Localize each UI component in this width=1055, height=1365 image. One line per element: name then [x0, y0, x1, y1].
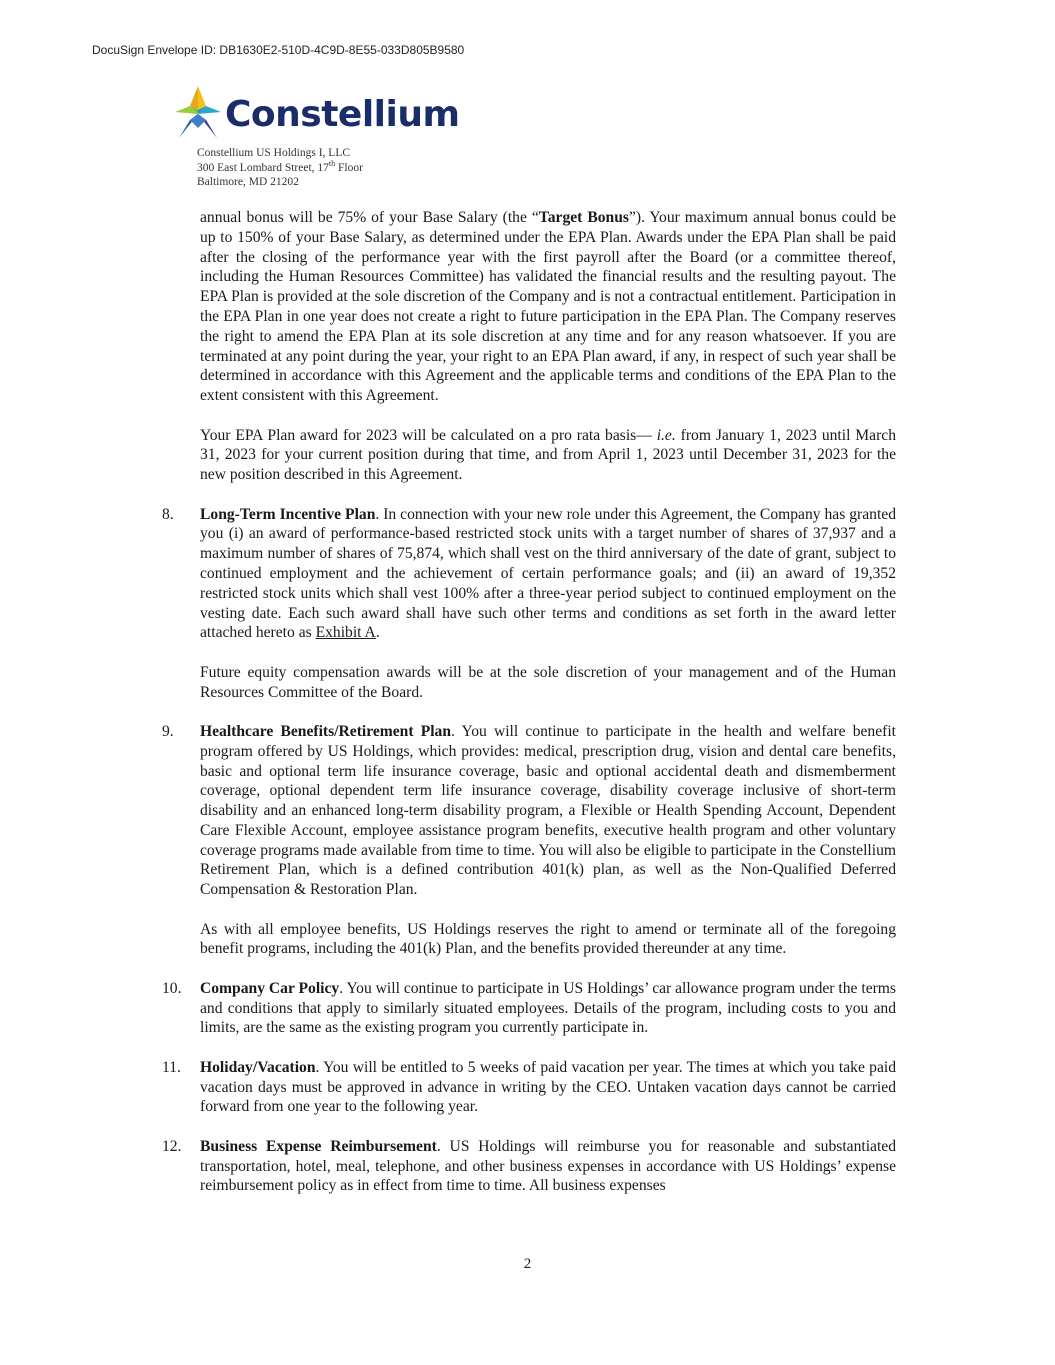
- section-company-car-policy: 10. Company Car Policy. You will continue to participate in US Holdings’ car allowance program under the terms and conditions that apply to similarly situated employees. Details of the program, including costs to you and limits, are the same as the existing program you currently participate in.: [162, 979, 897, 1037]
- exhibit-a-reference: Exhibit A: [315, 624, 376, 642]
- logo-wordmark: Constellium: [225, 93, 460, 135]
- section-holiday-vacation: 11. Holiday/Vacation. You will be entitled to 5 weeks of paid vacation per year. The times at which you take paid vacation days must be approved in advance in writing by the CEO. Untaken vacation days cannot be carried forward from one year to the following year.: [162, 1058, 896, 1116]
- page-number: 2: [523, 1256, 532, 1272]
- company-logo: [175, 86, 460, 142]
- section-long-term-incentive-plan: 8. Long-Term Incentive Plan. In connection with your new role under this Agreement, the Company has granted you (i) an award of performance-based restricted stock units with a target number of shares of 37,937 and a maximum number of shares of 75,874, which shall vest on the third anniversary of the date of grant, subject to continued employment and the achievement of certain performance goals; and (ii) an award of 19,352 restricted stock units which shall vest 100% after a three-year period subject to continued employment on the vesting date. Each such award shall have such other terms and conditions as set forth in the award letter attached hereto as Exhibit A.: [162, 505, 896, 642]
- address-line-1: Constellium US Holdings I, LLC: [197, 147, 351, 159]
- address-line-3: Baltimore, MD 21202: [197, 176, 299, 188]
- address-line-2: 300 East Lombard Street, 17th Floor: [197, 158, 363, 174]
- section-healthcare-benefits: 9. Healthcare Benefits/Retirement Plan. You will continue to participate in the health and welfare benefit program offered by US Holdings, which provides: medical, prescription drug, vision and dental care benefits, basic and optional term life insurance coverage, basic and optional accidental death and dismemberment coverage, optional dependent term life insurance coverage, disability coverage inclusive of short-term disability and an enhanced long-term disability program, a Flexible or Health Spending Account, Dependent Care Flexible Account, employee assistance program benefits, executive health program and other voluntary coverage programs made available from time to time. You will also be eligible to participate in the Constellium Retirement Plan, which is a defined contribution 401(k) plan, as well as the Non-Qualified Deferred Compensation & Restoration Plan.: [162, 722, 896, 899]
- company-address: [197, 146, 363, 190]
- docusign-envelope-id: DocuSign Envelope ID: DB1630E2-510D-4C9D-8E55-033D805B9580: [92, 43, 465, 57]
- future-equity-paragraph: Future equity compensation awards will be at the sole discretion of your management and of the Human Resources Committee of the Board.: [200, 663, 896, 701]
- benefits-amendment-paragraph: As with all employee benefits, US Holdings reserves the right to amend or terminate all of the foregoing benefit programs, including the 401(k) Plan, and the benefits provided thereunder at any time.: [200, 920, 896, 958]
- epa-award-paragraph: Your EPA Plan award for 2023 will be calculated on a pro rata basis— i.e. from January 1, 2023 until March 31, 2023 for your current position during that time, and from April 1, 2023 until December 31, 2023 for the new position described in this Agreement.: [200, 426, 896, 484]
- bonus-paragraph: annual bonus will be 75% of your Base Salary (the “Target Bonus”). Your maximum annual bonus could be up to 150% of your Base Salary, as determined under the EPA Plan. Awards under the EPA Plan shall be paid after the closing of the performance year with the first payroll after the Board (or a committee thereof, including the Human Resources Committee) has validated the financial results and the resulting payout. The EPA Plan is provided at the sole discretion of the Company and is not a contractual entitlement. Participation in the EPA Plan in one year does not create a right to future participation in the EPA Plan. The Company reserves the right to amend the EPA Plan at its sole discretion at any time and for any reason whatsoever. If you are terminated at any point during the year, your right to an EPA Plan award, if any, in respect of such year shall be determined in accordance with this Agreement and the applicable terms and conditions of the EPA Plan to the extent consistent with this Agreement.: [200, 209, 896, 405]
- constellium-star-icon: [175, 86, 221, 142]
- agreement-body: [162, 208, 896, 1196]
- section-business-expense: 12. Business Expense Reimbursement. US Holdings will reimburse you for reasonable and substantiated transportation, hotel, meal, telephone, and other business expenses in accordance with US Holdings’ expense reimbursement policy as in effect from time to time. All business expenses: [162, 1137, 897, 1195]
